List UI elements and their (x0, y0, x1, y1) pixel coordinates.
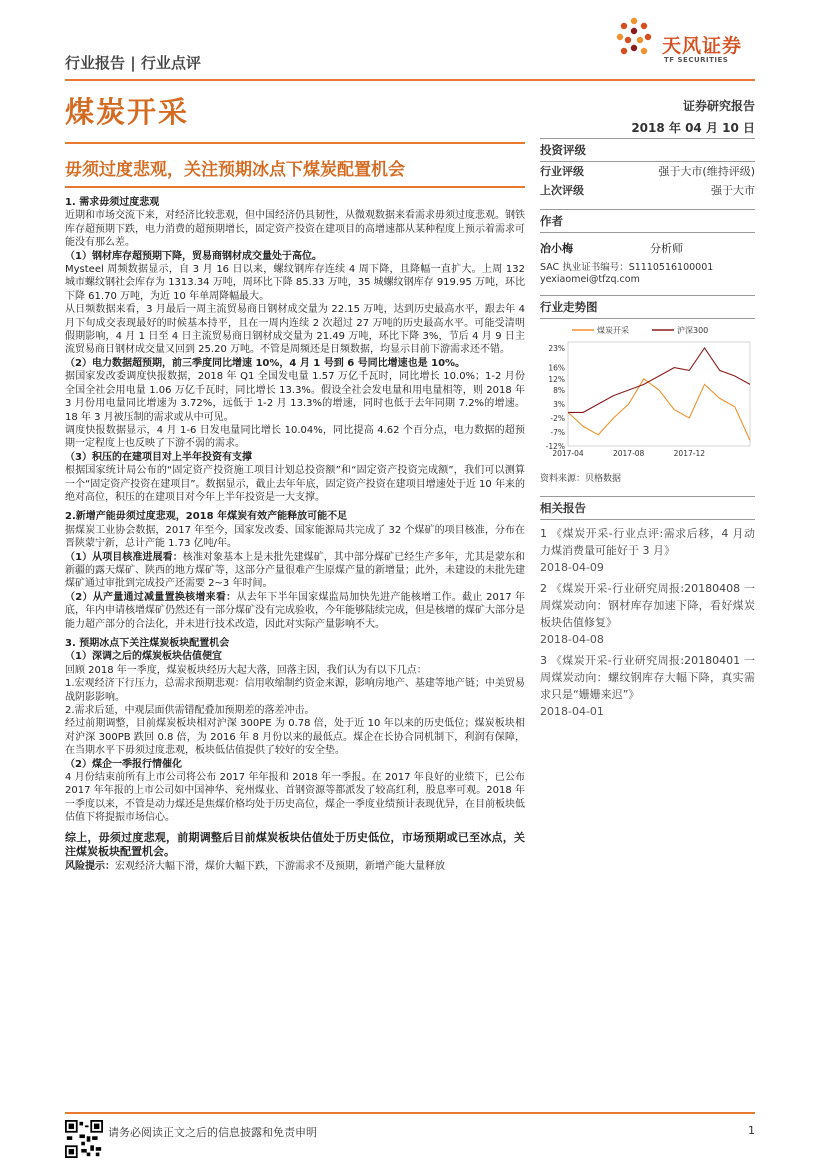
author-section (540, 209, 755, 285)
author-cert: SAC 执业证书编号：S1110516100001 (540, 262, 714, 273)
industry-rating-value: 强于大市(维持评级) (658, 165, 755, 178)
author-top-line (540, 209, 755, 210)
related-list (540, 525, 755, 720)
related-report-date: 2018-04-09 (540, 561, 604, 574)
headline-divider (65, 186, 525, 188)
chart-source: 资料来源：贝格数据 (540, 474, 622, 484)
body-paragraph: 4 月份结束前所有上市公司将公布 2017 年年报和 2018 年一季报。在 2017 年良好的业绩下，已公布 2017 年年报的上市公司如中国神华、兖州煤业、首钢资源等都派发了较高红利，股息率可观。2018 年一季度以来，不管是动力煤还是焦煤价格均处于历史高位，煤企一季度业绩预计表现优异，在目前板块低估值下将提振市场信心。 (65, 772, 525, 824)
body-paragraph: （1）从项目核准进展看：核准对象基本上是未批先建煤矿，其中部分煤矿已经生产多年，尤其是蒙东和新疆的露天煤矿、陕西的地方煤矿等，这部分产量很难产生原煤产量的新增量；此外，未建设的未批先建煤矿通过审批到完成投产还需要 2~3 年时间。 (65, 551, 526, 590)
section-heading: （1）深调之后的煤炭板块估值便宜 (65, 651, 222, 663)
author-row (540, 240, 755, 256)
legend-label: 沪深300 (677, 326, 709, 335)
logo-text-en: TF SECURITIES (664, 56, 729, 64)
x-tick-label: 2017-08 (612, 449, 645, 458)
report-headline: 毋须过度悲观，关注预期冰点下煤炭配置机会 (65, 160, 405, 180)
rating-title: 投资评级 (540, 143, 586, 157)
qr-code-icon (65, 1120, 103, 1158)
y-tick-label: -2% (550, 414, 565, 423)
section-heading: 2.新增产能毋须过度悲观，2018 年煤炭有效产能释放可能不足 (65, 511, 348, 523)
trend-title: 行业走势图 (540, 300, 598, 314)
section-heading: （2）煤企一季报行情催化 (65, 758, 182, 770)
body-paragraph: 调度快报数据显示，4 月 1-6 日发电量同比增长 10.04%，同比提高 4.62 个百分点，电力数据的超预期一定程度上也反映了下游不弱的需求。 (65, 424, 525, 450)
author-email[interactable]: yexiaomei@tfzq.com (540, 274, 640, 285)
industry-trend-chart (540, 320, 755, 465)
sector-title: 煤炭开采 (65, 95, 190, 129)
body-paragraph: 回顾 2018 年一季度，煤炭板块经历大起大落，回落主因，我们认为有以下几点： (65, 664, 427, 676)
body-paragraph: 经过前期调整，目前煤炭板块相对沪深 300PE 为 0.78 倍，处于近 10 年以来的历史低位；煤炭板块相对沪深 300PB 跌回 0.8 倍，为 2016 年 8 月份以来的最低点。煤企在长协合同机制下，利润有保障，在当期水平下毋须过度悲观，板块低估值提供了较好的安全垫。 (65, 718, 525, 757)
rating-section (540, 138, 755, 200)
body-paragraph: 风险提示：宏观经济大幅下滑，煤价大幅下跌，下游需求不及预期，新增产能大量释放 (65, 860, 445, 872)
trend-section (540, 295, 755, 319)
paragraph-lead: 风险提示： (65, 860, 115, 872)
last-rating-label: 上次评级 (540, 184, 584, 197)
logo-text-cn: 天风证券 (662, 35, 743, 57)
section-heading: （1）钢材库存超预期下降，贸易商钢材成交量处于高位。 (65, 250, 322, 262)
industry-rating-row (540, 162, 755, 181)
section-heading: 综上，毋须过度悲观，前期调整后目前煤炭板块估值处于历史低位，市场预期或已至冰点，关注煤炭板块配置机会。 (65, 830, 525, 859)
header-divider (65, 79, 755, 81)
y-tick-label: 12% (548, 374, 565, 384)
footer-divider (65, 1112, 755, 1114)
related-report-date: 2018-04-08 (540, 633, 604, 646)
body-paragraph: 2.需求后延，中观层面供需错配叠加预期差的落差冲击。 (65, 705, 315, 717)
rating-top-line (540, 138, 755, 139)
paragraph-lead: （1）从项目核准进展看： (65, 551, 183, 563)
plot-frame (568, 342, 750, 446)
y-tick-label: 16% (548, 363, 565, 373)
body-paragraph: Mysteel 周频数据显示，自 3 月 16 日以来，螺纹钢库存连续 4 周下降，且降幅一直扩大。上周 132 城市螺纹钢社会库存为 1313.34 万吨，周环比下降 85.33 万吨，35 城螺纹钢库存 919.95 万吨，环比下降 61.70 万吨，为近 10 年单周降幅最大。 (65, 264, 525, 302)
trend-top-line (540, 295, 755, 296)
footer-disclaimer: 请务必阅读正文之后的信息披露和免责申明 (108, 1126, 317, 1139)
section-heading: 1. 需求毋须过度悲观 (65, 197, 160, 208)
related-section (540, 496, 755, 724)
body-paragraph: 根据国家统计局公布的“固定资产投资施工项目计划总投资额”和“固定资产投资完成额”，我们可以测算一个“固定资产投资在建项目”。数据显示，截止去年年底，固定资产投资在建项目增速处于近 10 年来的绝对高位，积压的在建项目对今年上半年投资是一大支撑。 (65, 465, 525, 503)
series-line-coal (568, 379, 750, 441)
series-line-hs300 (568, 348, 750, 412)
section-heading: （2）电力数据超预期，前三季度同比增速 10%，4 月 1 号到 6 号同比增速也是 10%。 (65, 357, 466, 369)
related-report-title: 2 《煤炭开采-行业研究周报:20180408 一周煤炭动向：钢材库存加速下降，看好煤炭板块估值修复》 (540, 582, 755, 629)
report-body (65, 196, 525, 873)
x-tick-label: 2017-04 (552, 449, 584, 458)
trend-line (540, 318, 755, 319)
related-report-item[interactable] (540, 580, 755, 648)
last-rating-row (540, 181, 755, 200)
section-heading: （3）积压的在建项目对上半年投资有支撑 (65, 451, 252, 463)
body-paragraph: 从日频数据来看，3 月最后一周主流贸易商日钢材成交量为 22.15 万吨，达到历史最高水平，跟去年 4 月下旬成交表现最好的时候基本持平，且在一周内连续 2 次超过 27 万吨的历史最高水平。可能受清明假期影响，4 月 1 日至 4 日主流贸易商日钢材成交量为 21.49 万吨，环比下降 3%，节后 4 月 9 日主流贸易商日钢材成交量又回到 25.20 万吨。不管是周频还是日频数据，均显示目前下游需求还不错。 (65, 304, 525, 356)
legend-label: 煤炭开采 (597, 326, 629, 335)
last-rating-value: 强于大市 (711, 184, 755, 197)
body-paragraph: 据国家发改委调度快报数据，2018 年 Q1 全国发电量 1.57 万亿千瓦时，同比增长 10.0%；1-2 月份全国全社会用电量 1.06 万亿千瓦时，同比增长 13.3%。假设全社会发电量和用电量相等，则 2018 年 3 月份用电量同比增速为 3.72%，远低于 1-2 月 13.3%的增速，同时也低于去年同期 7.2%的增速。18 年 3 月被压制的需求或从中可见。 (65, 371, 525, 423)
related-report-item[interactable] (540, 652, 755, 720)
related-report-date: 2018-04-01 (540, 705, 604, 718)
author-line (540, 232, 755, 233)
page-number: 1 (748, 1124, 755, 1137)
industry-rating-label: 行业评级 (540, 165, 584, 178)
company-logo-icon (612, 16, 656, 60)
author-title: 作者 (540, 214, 563, 228)
author-name: 冶小梅 (540, 242, 573, 255)
y-tick-label: 3% (553, 400, 565, 409)
section-heading: 3. 预期冰点下关注煤炭板块配置机会 (65, 638, 230, 649)
report-category: 行业报告 | 行业点评 (65, 54, 201, 72)
title-divider (65, 142, 525, 144)
author-role: 分析师 (650, 242, 683, 255)
related-line (540, 519, 755, 520)
report-date: 2018 年 04 月 10 日 (631, 121, 755, 135)
y-tick-label: -12% (545, 442, 565, 451)
body-paragraph: 近期和市场交流下来，对经济比较悲观，但中国经济仍具韧性，从微观数据来看需求毋须过度悲观。钢铁库存超预期下跌，电力消费的超预期增长，固定资产投资在建项目的高增速都从某种程度上预示着需求可能没有那么差。 (65, 210, 525, 249)
related-top-line (540, 496, 755, 497)
related-report-title: 3 《煤炭开采-行业研究周报:20180401 一周煤炭动向：螺纹钢库存大幅下降，真实需求只是“姗姗来迟”》 (540, 654, 755, 701)
y-tick-label: -7% (550, 428, 565, 437)
body-paragraph: 据煤炭工业协会数据，2017 年至今，国家发改委、国家能源局共完成了 32 个煤矿的项目核准，分布在晋陕蒙宁新，总计产能 1.73 亿吨/年。 (65, 524, 525, 550)
related-report-title: 1 《煤炭开采-行业点评:需求后移，4 月动力煤消费量可能好于 3 月》 (540, 527, 755, 557)
report-type: 证券研究报告 (682, 99, 755, 113)
x-tick-label: 2017-12 (673, 449, 706, 458)
body-paragraph: （2）从产量通过减量置换核增来看：从去年下半年国家煤监局加快先进产能核增工作。截止 2017 年底，年内申请核增煤矿仍然还有一部分煤矿没有完成验收，今年能够陆续完成，但是核增的煤矿大部分是能力超产部分的合法化，并未进行技术改造，因此对实际产量影响不大。 (65, 591, 525, 630)
body-paragraph: 1.宏观经济下行压力，总需求预期悲观：信用收缩制约资金来源，影响房地产、基建等地产链；中美贸易战阴影影响。 (65, 678, 525, 703)
y-tick-label: 23% (548, 344, 565, 353)
y-tick-label: 8% (553, 386, 565, 395)
related-title: 相关报告 (540, 501, 586, 515)
paragraph-lead: （2）从产量通过减量置换核增来看： (65, 591, 237, 603)
related-report-item[interactable] (540, 525, 755, 576)
